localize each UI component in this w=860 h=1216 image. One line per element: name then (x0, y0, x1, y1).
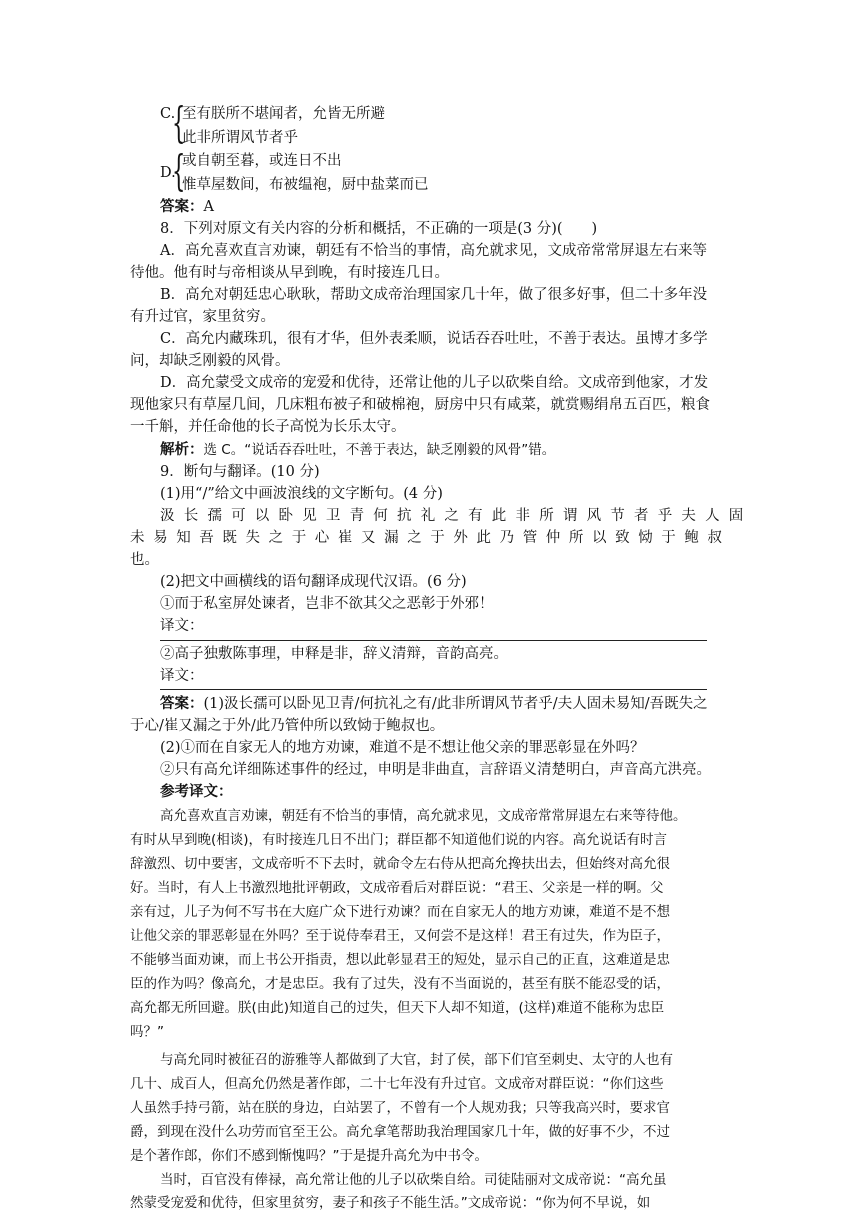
translation-blank-line1 (160, 640, 707, 641)
q9-stem: 9．断句与翻译。(10 分) (160, 464, 320, 480)
translation-blank-line2 (160, 689, 707, 690)
q8-option-d-line2: 现他家只有草屋几间，几床粗布被子和破棉袍，厨房中只有咸菜，就赏赐绢帛五百匹，粮食 (130, 397, 710, 413)
q9-sentence1: ①而于私室屏处谏者，岂非不欲其父之恶彰于外邪！ (160, 596, 494, 612)
option-c-label: C. (160, 106, 176, 122)
analysis-text: 选 C。“说话吞吞吐吐，不善于表达，缺乏刚毅的风骨”错。 (203, 442, 556, 458)
option-d-label: D. (160, 165, 176, 181)
ref-p1-line5: 亲有过，儿子为何不写书在大庭广众下进行劝谏？而在自家无人的地方劝谏，难道不是不想 (130, 904, 670, 920)
answer-9-text1: (1)汲长孺可以卧见卫青/何抗礼之有/此非所谓风节者乎/夫人固未易知/吾既失之 (203, 696, 708, 712)
answer-9-line1 (160, 693, 760, 715)
q9-sentence2: ②高子独敷陈事理，申释是非，辞义清辩，音韵高亮。 (160, 646, 508, 662)
answer-9-line3: (2)①而在自家无人的地方劝谏，难道不是不想让他父亲的罪恶彰显在外吗？ (160, 740, 645, 756)
q8-option-b-line1: B．高允对朝廷忠心耿耿，帮助文成帝治理国家几十年，做了很多好事，但二十多年没 (160, 287, 708, 303)
answer-label: 答案： (160, 198, 204, 215)
q8-option-b-line2: 有升过官，家里贫穷。 (130, 309, 275, 325)
q8-analysis (160, 439, 760, 461)
option-d-line1: 或自朝至暮，或连日不出 (182, 153, 342, 169)
q9-passage-line1: 汲长孺可以卧见卫青何抗礼之有此非所谓风节者乎夫人固 (160, 508, 753, 524)
q8-option-d-line3: 一千斛，并任命他的长子高悦为长乐太守。 (130, 419, 406, 435)
ref-p1-line2: 有时从早到晚(相谈)，有时接连几日不出门；群臣都不知道他们说的内容。高允说话有时言 (130, 832, 668, 848)
q8-option-a-line2: 待他。他有时与帝相谈从早到晚，有时接连几日。 (130, 265, 449, 281)
q9-passage-line2: 未易知吾既失之于心崔又漏之于外此乃管仲所以致恸于鲍叔 (130, 530, 731, 546)
reference-label: 参考译文： (160, 783, 233, 800)
q8-option-c-line1: C．高允内藏珠玑，很有才华，但外表柔顺，说话吞吞吐吐，不善于表达。虽博才多学 (160, 331, 708, 347)
q9-sub2: (2)把文中画横线的语句翻译成现代汉语。(6 分) (160, 574, 467, 590)
brace-c: { (172, 98, 186, 147)
q8-stem: 8．下列对原文有关内容的分析和概括，不正确的一项是(3 分)( ) (160, 221, 598, 237)
option-d-line2: 惟草屋数间，布被缊袍，厨中盐菜而已 (182, 177, 429, 193)
brace-d: { (172, 146, 186, 195)
q9-passage-line3: 也。 (130, 552, 159, 568)
ref-p1-line1: 高允喜欢直言劝谏，朝廷有不恰当的事情，高允就求见，文成帝常常屏退左右来等待他。 (160, 808, 687, 824)
ref-p2-line4: 爵，到现在没什么功劳而官至王公。高允拿笔帮助我治理国家几十年，做的好事不少，不过 (130, 1124, 670, 1140)
q8-option-a-line1: A．高允喜欢直言劝谏，朝廷有不恰当的事情，高允就求见，文成帝常常屏退左右来等 (160, 243, 707, 259)
q8-option-c-line2: 问，却缺乏刚毅的风骨。 (130, 353, 290, 369)
answer-7 (160, 196, 760, 218)
ref-p1-line10: 吗？” (130, 1024, 164, 1040)
answer-9-line4: ②只有高允详细陈述事件的经过，申明是非曲直，言辞语义清楚明白，声音高亢洪亮。 (160, 762, 711, 778)
q9-translation-label1: 译文： (160, 618, 204, 634)
ref-p3-line1: 当时，百官没有俸禄，高允常让他的儿子以砍柴自给。司徒陆丽对文成帝说：“高允虽 (160, 1172, 667, 1188)
analysis-label: 解析： (160, 441, 204, 458)
ref-p1-line6: 让他父亲的罪恶彰显在外吗？至于说侍奉君王，又何尝不是这样！君王有过失，作为臣子， (130, 928, 670, 944)
ref-p2-line1: 与高允同时被征召的游雅等人都做到了大官，封了侯，部下们官至刺史、太守的人也有 (160, 1052, 673, 1068)
answer-value: A (203, 199, 214, 215)
option-c-line2: 此非所谓风节者乎 (182, 130, 298, 146)
ref-p2-line2: 几十、成百人，但高允仍然是著作郎，二十七年没有升过官。文成帝对群臣说：“你们这些 (130, 1076, 664, 1092)
ref-p1-line4: 好。当时，有人上书激烈地批评朝政，文成帝看后对群臣说：“君王、父亲是一样的啊。父 (130, 880, 664, 896)
ref-p2-line3: 人虽然手持弓箭，站在朕的身边，白站罢了，不曾有一个人规劝我；只等我高兴时，要求官 (130, 1100, 670, 1116)
q9-sub1: (1)用“/”给文中画波浪线的文字断句。(4 分) (160, 486, 443, 502)
ref-p2-line5: 是个著作郎，你们不感到惭愧吗？”于是提升高允为中书令。 (130, 1148, 488, 1164)
ref-p1-line3: 辞激烈、切中要害，文成帝听不下去时，就命令左右侍从把高允搀扶出去，但始终对高允很 (130, 856, 670, 872)
answer-9-label: 答案： (160, 695, 204, 712)
answer-9-line2: 于心/崔又漏之于外/此乃管仲所以致恸于鲍叔也。 (130, 718, 445, 734)
option-c-line1: 至有朕所不堪闻者，允皆无所避 (182, 106, 385, 122)
q9-translation-label2: 译文： (160, 668, 204, 684)
q8-option-d-line1: D．高允蒙受文成帝的宠爱和优待，还常让他的儿子以砍柴自给。文成帝到他家，才发 (160, 375, 709, 391)
ref-p1-line9: 高允都无所回避。朕(由此)知道自己的过失，但天下人却不知道，(这样)难道不能称为忠臣 (130, 1000, 665, 1016)
ref-p3-line2: 然蒙受宠爱和优待，但家里贫穷，妻子和孩子不能生活。”文成帝说：“你为何不早说，如 (130, 1195, 651, 1211)
ref-p1-line8: 臣的作为吗？像高允，才是忠臣。我有了过失，没有不当面说的，甚至有朕不能忍受的话， (130, 976, 670, 992)
ref-p1-line7: 不能够当面劝谏，而上书公开指责，想以此彰显君王的短处，显示自己的正直，这难道是忠 (130, 952, 670, 968)
